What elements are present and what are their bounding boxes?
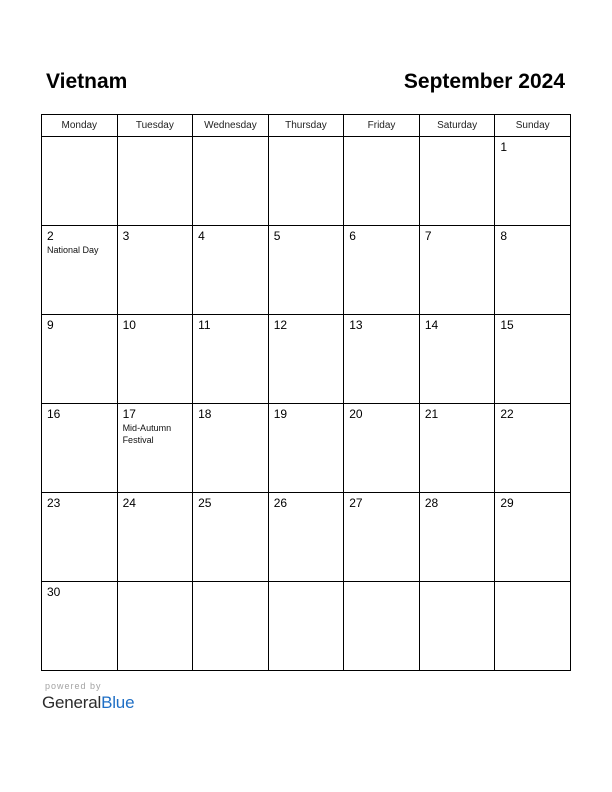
day-cell-content xyxy=(269,315,344,403)
day-cell xyxy=(268,493,344,582)
day-cell xyxy=(193,493,269,582)
day-number: 23 xyxy=(47,496,61,510)
calendar-body xyxy=(42,137,571,671)
day-cell-content xyxy=(193,404,268,492)
day-number: 13 xyxy=(349,318,363,332)
day-cell xyxy=(268,315,344,404)
day-cell-content xyxy=(118,582,193,670)
day-cell-content xyxy=(193,226,268,314)
day-cell xyxy=(268,137,344,226)
week-row xyxy=(42,404,571,493)
day-number: 22 xyxy=(500,407,514,421)
day-number: 12 xyxy=(273,318,288,332)
day-cell xyxy=(495,404,571,493)
day-cell xyxy=(495,582,571,671)
generalblue-logo[interactable] xyxy=(42,693,134,713)
day-cell xyxy=(117,315,193,404)
day-cell xyxy=(495,493,571,582)
day-cell xyxy=(193,582,269,671)
day-cell xyxy=(117,226,193,315)
brand-general-text: General xyxy=(42,693,102,712)
day-cell-content xyxy=(420,137,495,225)
day-cell-content xyxy=(193,315,268,403)
day-number: 2 xyxy=(47,229,54,243)
day-cell-content xyxy=(42,582,117,670)
day-cell xyxy=(344,226,420,315)
weekday-header: Friday xyxy=(344,115,420,137)
day-cell xyxy=(495,315,571,404)
day-cell-content xyxy=(344,315,419,403)
month-title: September 2024 xyxy=(403,70,565,93)
day-number: 18 xyxy=(198,407,212,421)
day-number: 30 xyxy=(47,585,61,599)
day-cell xyxy=(419,493,495,582)
day-cell-content xyxy=(344,582,419,670)
day-cell-content xyxy=(495,582,570,670)
day-cell-content xyxy=(42,493,117,581)
weekday-header: Tuesday xyxy=(117,115,193,137)
day-cell xyxy=(117,493,193,582)
day-cell xyxy=(268,226,344,315)
day-cell xyxy=(268,404,344,493)
day-number: 10 xyxy=(122,318,136,332)
day-cell xyxy=(42,493,118,582)
day-cell xyxy=(193,404,269,493)
day-cell xyxy=(495,226,571,315)
day-number: 15 xyxy=(500,318,514,332)
weekday-header: Saturday xyxy=(419,115,495,137)
calendar-header xyxy=(42,70,571,98)
day-cell xyxy=(419,404,495,493)
day-number: 4 xyxy=(198,229,205,243)
day-number: 27 xyxy=(349,496,363,510)
day-number: 25 xyxy=(198,496,212,510)
day-cell xyxy=(344,315,420,404)
day-cell xyxy=(419,226,495,315)
day-number: 16 xyxy=(47,407,61,421)
day-cell-content xyxy=(118,404,193,492)
day-cell-content xyxy=(42,226,117,314)
day-cell-content xyxy=(269,582,344,670)
day-cell-content xyxy=(420,582,495,670)
day-number: 8 xyxy=(500,229,508,243)
weekday-header: Thursday xyxy=(268,115,344,137)
day-cell-content xyxy=(420,315,495,403)
week-row xyxy=(42,582,571,671)
day-cell xyxy=(495,137,571,226)
day-cell xyxy=(419,315,495,404)
day-number: 11 xyxy=(198,318,211,332)
day-cell xyxy=(42,137,118,226)
day-cell xyxy=(117,404,193,493)
day-cell-content xyxy=(269,404,344,492)
day-cell xyxy=(117,137,193,226)
day-number: 26 xyxy=(273,496,288,510)
day-cell-content xyxy=(118,493,193,581)
day-cell-content xyxy=(495,404,570,492)
day-number: 20 xyxy=(349,407,363,421)
brand-blue-text: Blue xyxy=(101,693,135,712)
day-number: 21 xyxy=(424,407,439,421)
day-number: 6 xyxy=(349,229,356,243)
day-cell-content xyxy=(495,226,570,314)
day-number: 24 xyxy=(122,496,136,510)
day-cell xyxy=(344,493,420,582)
day-number: 5 xyxy=(273,229,281,243)
weekday-header-row xyxy=(42,115,571,137)
day-cell xyxy=(193,315,269,404)
day-cell-content xyxy=(420,226,495,314)
day-cell xyxy=(42,404,118,493)
day-cell-content xyxy=(269,137,344,225)
day-cell xyxy=(42,582,118,671)
day-cell xyxy=(193,137,269,226)
day-number: 14 xyxy=(424,318,439,332)
weekday-header: Monday xyxy=(42,115,118,137)
holiday-label: National Day xyxy=(47,245,99,255)
day-number: 28 xyxy=(424,496,439,510)
day-cell xyxy=(344,137,420,226)
week-row xyxy=(42,137,571,226)
day-cell-content xyxy=(344,404,419,492)
day-cell-content xyxy=(344,137,419,225)
week-row xyxy=(42,493,571,582)
day-number: 7 xyxy=(424,229,432,243)
day-cell-content xyxy=(495,315,570,403)
weekday-header: Wednesday xyxy=(193,115,269,137)
powered-by-text: powered by xyxy=(45,681,102,691)
day-cell-content xyxy=(344,226,419,314)
day-cell-content xyxy=(42,404,117,492)
day-number: 3 xyxy=(122,229,130,243)
day-cell-content xyxy=(495,137,570,225)
day-cell xyxy=(193,226,269,315)
day-cell-content xyxy=(118,226,193,314)
day-cell xyxy=(42,315,118,404)
weekday-header: Sunday xyxy=(495,115,571,137)
week-row xyxy=(42,315,571,404)
day-cell xyxy=(344,404,420,493)
day-number: 9 xyxy=(47,318,54,332)
day-cell-content xyxy=(420,404,495,492)
day-cell-content xyxy=(269,226,344,314)
day-cell-content xyxy=(495,493,570,581)
day-cell-content xyxy=(193,493,268,581)
day-cell-content xyxy=(118,315,193,403)
day-cell xyxy=(419,582,495,671)
day-cell-content xyxy=(193,137,268,225)
footer-branding xyxy=(42,681,202,721)
month-calendar-grid xyxy=(41,114,571,671)
day-cell-content xyxy=(42,315,117,403)
day-cell xyxy=(42,226,118,315)
day-number: 19 xyxy=(273,407,288,421)
day-cell-content xyxy=(344,493,419,581)
day-cell xyxy=(268,582,344,671)
day-number: 17 xyxy=(122,407,136,421)
holiday-label: Mid-Autumn Festival xyxy=(122,423,172,445)
day-cell-content xyxy=(193,582,268,670)
day-cell-content xyxy=(269,493,344,581)
country-title: Vietnam xyxy=(46,70,128,93)
day-cell xyxy=(344,582,420,671)
day-cell-content xyxy=(420,493,495,581)
day-cell xyxy=(419,137,495,226)
week-row xyxy=(42,226,571,315)
day-cell-content xyxy=(118,137,193,225)
day-number: 1 xyxy=(500,140,508,154)
day-number: 29 xyxy=(500,496,514,510)
day-cell xyxy=(117,582,193,671)
day-cell-content xyxy=(42,137,117,225)
